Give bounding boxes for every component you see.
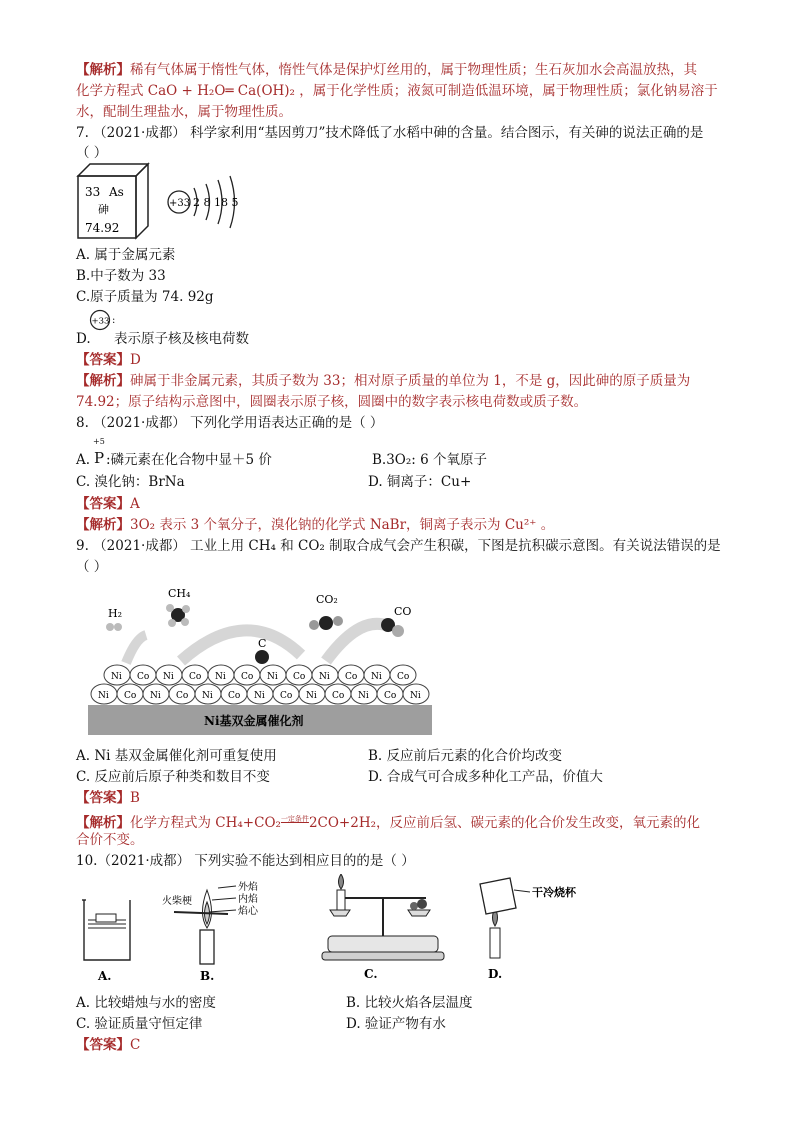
element-card — [78, 164, 148, 238]
q8-stem: 8. （2021·成都） 下列化学用语表达正确的是（ ） — [76, 415, 384, 431]
catalyst-atom-label: Ni — [254, 691, 265, 701]
catalyst-atom-label: Co — [280, 691, 293, 701]
catalyst-label: Ni基双金属催化剂 — [204, 714, 304, 728]
catalyst-atom-label: Ni — [410, 691, 421, 701]
catalyst-atoms — [91, 665, 429, 704]
label-h2: H₂ — [108, 607, 123, 620]
q7-option-d-prefix: D. — [76, 331, 91, 347]
q10-stem: 10.（2021·成都） 下列实验不能达到相应目的的是（ ） — [76, 853, 415, 869]
label-co2: CO₂ — [316, 593, 338, 606]
q8-answer: 【答案】A — [76, 496, 140, 512]
q8-option-a-prefix: A. — [76, 452, 91, 468]
label-match: 火柴梗 — [162, 896, 192, 907]
label-ch4: CH₄ — [168, 587, 191, 600]
catalyst-atom-label: Ni — [215, 672, 226, 682]
q7-option-c: C.原子质量为 74. 92g — [76, 289, 214, 305]
label-co: CO — [394, 605, 412, 618]
catalyst-atom-label: Ni — [150, 691, 161, 701]
caption-b: B. — [200, 969, 215, 983]
q9-option-a: A. Ni 基双金属催化剂可重复使用 — [76, 748, 277, 764]
reaction-condition: 一定条件 — [280, 815, 309, 823]
catalyst-atom-label: Ni — [98, 691, 109, 701]
q10-answer: 【答案】C — [76, 1037, 141, 1053]
q8-option-a-symbol: P — [94, 449, 105, 467]
q7-option-a: A. 属于金属元素 — [76, 247, 176, 263]
q6-analysis-line3: 水，配制生理盐水，属于物理性质。 — [76, 104, 292, 120]
q8-analysis: 【解析】3O₂ 表示 3 个氧分子，溴化钠的化学式 NaBr，铜离子表示为 Cu²⁺ 。 — [76, 517, 555, 533]
catalyst-atom-label: Ni — [163, 672, 174, 682]
q7-answer: 【答案】D — [76, 352, 141, 368]
q6-analysis-line2: 化学方程式 CaO + H₂O═ Ca(OH)₂ ，属于化学性质；液氮可制造低温环境，属于物理性质；氯化钠易溶于 — [76, 83, 718, 99]
catalyst-atom-label: Co — [332, 691, 345, 701]
catalyst-atom-label: Ni — [111, 672, 122, 682]
element-mass: 74.92 — [85, 221, 120, 235]
experiment-c-balance — [322, 874, 444, 981]
q9-paren: （ ） — [76, 559, 108, 575]
arrow-left — [181, 630, 301, 661]
experiment-d-candle-beaker — [480, 878, 577, 981]
q7-nucleus-icon — [88, 309, 122, 331]
q7-analysis-line1: 【解析】砷属于非金属元素，其质子数为 33；相对原子质量的单位为 1，不是 g，因此砷的原子质量为 — [76, 373, 691, 389]
q8-option-c: C. 溴化钠：BrNa — [76, 474, 185, 490]
q10-option-d: D. 验证产物有水 — [346, 1016, 446, 1032]
catalyst-atom-label: Ni — [319, 672, 330, 682]
label-inner-flame: 内焰 — [238, 894, 258, 905]
q8-option-a-text: :磷元素在化合物中显＋5 价 — [106, 452, 272, 468]
q9-stem: 9. （2021·成都） 工业上用 CH₄ 和 CO₂ 制取合成气会产生积碳，下图是抗积碳示意图。有关说法错误的是 — [76, 538, 721, 554]
q7-element-figure — [76, 162, 256, 240]
q9-catalyst-figure — [86, 583, 436, 741]
catalyst-atom-label: Co — [137, 672, 150, 682]
catalyst-atom-label: Co — [397, 672, 410, 682]
svg-text::: : — [112, 315, 116, 326]
catalyst-atom-label: Co — [384, 691, 397, 701]
element-name: 砷 — [98, 203, 109, 216]
experiment-a-beaker — [82, 900, 130, 983]
q10-option-a: A. 比较蜡烛与水的密度 — [76, 995, 216, 1011]
catalyst-atom-label: Co — [293, 672, 306, 682]
atom-shells: 2 8 18 5 — [193, 196, 239, 209]
arrow-h2 — [126, 635, 146, 663]
q7-stem: 7. （2021·成都） 科学家利用“基因剪刀”技术降低了水稻中砷的含量。结合图示，有关砷的说法正确的是 — [76, 125, 704, 141]
atom-nucleus: +33 — [169, 198, 191, 209]
experiment-b-candle — [162, 880, 259, 983]
catalyst-atom-label: Co — [124, 691, 137, 701]
q7-option-b: B.中子数为 33 — [76, 268, 166, 284]
element-symbol: As — [109, 185, 124, 199]
q9-answer: 【答案】B — [76, 790, 140, 806]
q9-option-d: D. 合成气可合成多种化工产品，价值大 — [368, 769, 603, 785]
caption-c: C. — [364, 967, 378, 981]
q9-option-c: C. 反应前后原子种类和数目不变 — [76, 769, 270, 785]
caption-a: A. — [98, 969, 112, 983]
label-outer-flame: 外焰 — [238, 882, 258, 893]
catalyst-atom-label: Co — [241, 672, 254, 682]
catalyst-atom-label: Ni — [371, 672, 382, 682]
catalyst-atom-label: Co — [176, 691, 189, 701]
label-flame-core: 焰心 — [238, 906, 258, 917]
q10-option-c: C. 验证质量守恒定律 — [76, 1016, 203, 1032]
label-dry-cold-beaker: 干冷烧杯 — [532, 886, 576, 899]
q8-option-a-sup: +5 — [93, 437, 105, 446]
catalyst-atom-label: Co — [228, 691, 241, 701]
atom-structure-diagram — [168, 176, 238, 228]
q7-option-d-text: 表示原子核及核电荷数 — [114, 331, 249, 347]
catalyst-atom-label: Ni — [267, 672, 278, 682]
catalyst-atom-label: Ni — [306, 691, 317, 701]
q9-analysis-line2: 合价不变。 — [76, 832, 144, 848]
catalyst-atom-label: Ni — [202, 691, 213, 701]
q10-experiment-figure — [78, 874, 618, 986]
q9-analysis-line1: 【解析】化学方程式为 CH₄+CO₂$^{一定条件}$2CO+2H₂，反应前后氢、碳元素的化合价发生改变，氧元素的化 — [76, 815, 701, 831]
catalyst-atom-label: Ni — [358, 691, 369, 701]
q10-option-b: B. 比较火焰各层温度 — [346, 995, 473, 1011]
q7-analysis-line2: 74.92；原子结构示意图中，圆圈表示原子核，圆圈中的数字表示核电荷数或质子数。 — [76, 394, 588, 410]
element-number: 33 — [85, 185, 101, 199]
q8-option-b: B.3O₂: 6 个氧原子 — [372, 452, 488, 468]
q7-paren: （ ） — [76, 145, 108, 161]
catalyst-atom-label: Co — [345, 672, 358, 682]
caption-d: D. — [488, 967, 503, 981]
arrow-right — [326, 624, 391, 661]
catalyst-atom-label: Co — [189, 672, 202, 682]
q6-analysis-line1: 【解析】稀有气体属于惰性气体，惰性气体是保护灯丝用的，属于物理性质；生石灰加水会高温放热，其 — [76, 62, 697, 78]
svg-text:+33: +33 — [91, 316, 110, 327]
label-c: C — [258, 637, 267, 650]
q9-option-b: B. 反应前后元素的化合价均改变 — [368, 748, 563, 764]
q8-option-d: D. 铜离子：Cu+ — [368, 474, 472, 490]
